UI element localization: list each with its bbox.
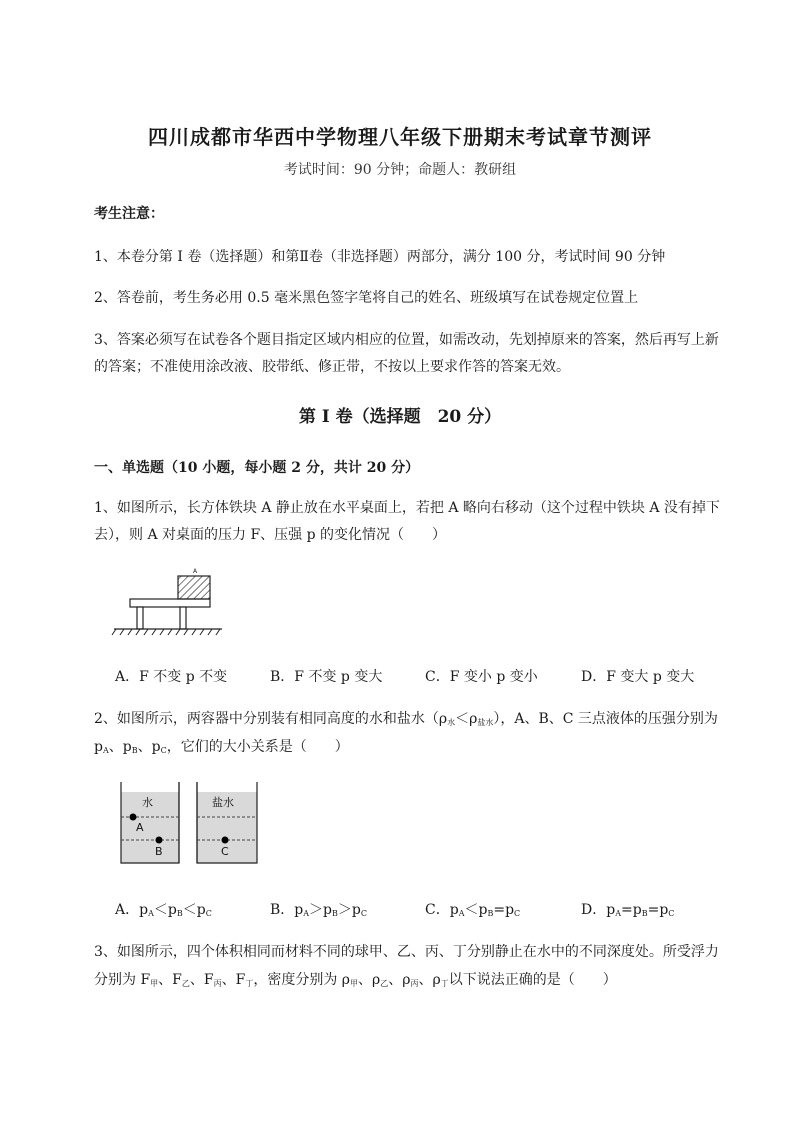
q1-option-b[interactable]: B．F 不变 p 变大 (270, 669, 383, 685)
q2-option-a[interactable]: A．$p_A<p_B<p_C$ (115, 902, 212, 918)
notice-item-3-cont: 的答案；不准使用涂改液、胶带纸、修正带，不按以上要求作答的答案无效。 (94, 359, 570, 375)
notice-heading: 考生注意： (94, 206, 164, 222)
q1-option-c[interactable]: C．F 变小 p 变小 (425, 669, 538, 685)
point-b (156, 837, 163, 844)
point-b-label: B (155, 845, 163, 858)
q1-line-1: 1、如图所示，长方体铁块 A 静止放在水平桌面上，若把 A 略向右移动（这个过程中铁块 A 没有掉下 (94, 500, 720, 516)
q2-line-1: 2、如图所示，两容器中分别装有相同高度的水和盐水$(\rho_水<\rho_{盐水})$，A、B、C 三点液体的压强分别为 (94, 711, 718, 727)
q2-figure (115, 778, 265, 868)
notice-item-3: 3、答案必须写在试卷各个题目指定区域内相应的位置，如需改动，先划掉原来的答案，然后再写上新 (94, 332, 719, 348)
point-a (130, 814, 137, 821)
point-c-label: C (221, 845, 229, 858)
ground-hatching (112, 629, 220, 635)
point-a-label: A (136, 821, 144, 834)
table-leg-right (180, 607, 186, 629)
q3-line-2: 分别为 $F_甲$、$F_乙$、$F_丙$、$F_丁$，密度分别为 $\rho_甲$、$\rho_乙$、$\rho_丙$、$\rho_丁$以下说法正确的是（ ） (94, 972, 617, 988)
section-title: 第 I 卷（选择题 20 分） (298, 407, 502, 427)
salt-water-label: 盐水 (212, 796, 234, 809)
notice-item-2: 2、答卷前，考生务必用 0.5 毫米黑色签字笔将自己的姓名、班级填写在试卷规定位置上 (94, 290, 639, 306)
q1-option-a[interactable]: A．F 不变 p 不变 (115, 669, 228, 685)
page-subtitle: 考试时间：90 分钟；命题人：教研组 (283, 162, 517, 178)
water-label: 水 (142, 796, 153, 809)
block-label: A (193, 568, 198, 575)
notice-item-1: 1、本卷分第 I 卷（选择题）和第Ⅱ卷（非选择题）两部分，满分 100 分，考试时间 90 分钟 (94, 249, 666, 265)
q2-option-c[interactable]: C．$p_A<p_B=p_C$ (425, 902, 521, 918)
q1-figure (110, 562, 235, 642)
q1-line-2: 去），则 A 对桌面的压力 F、压强 p 的变化情况（ ） (94, 527, 447, 543)
part-title: 一、单选题（10 小题，每小题 2 分，共计 20 分） (94, 460, 420, 476)
table-top (130, 599, 210, 607)
q1-option-d[interactable]: D．F 变大 p 变大 (581, 669, 695, 685)
iron-block-a (178, 576, 210, 599)
table-leg-left (137, 607, 143, 629)
q2-option-b[interactable]: B．$p_A>p_B>p_C$ (270, 902, 367, 918)
page-title: 四川成都市华西中学物理八年级下册期末考试章节测评 (148, 125, 652, 149)
q2-option-d[interactable]: D．$p_A=p_B=p_C$ (581, 902, 675, 918)
q3-line-1: 3、如图所示，四个体积相同而材料不同的球甲、乙、丙、丁分别静止在水中的不同深度处。所受浮力 (94, 944, 719, 960)
point-c (222, 837, 229, 844)
q2-line-2: $p_A$、$p_B$、$p_C$，它们的大小关系是（ ） (94, 739, 349, 755)
